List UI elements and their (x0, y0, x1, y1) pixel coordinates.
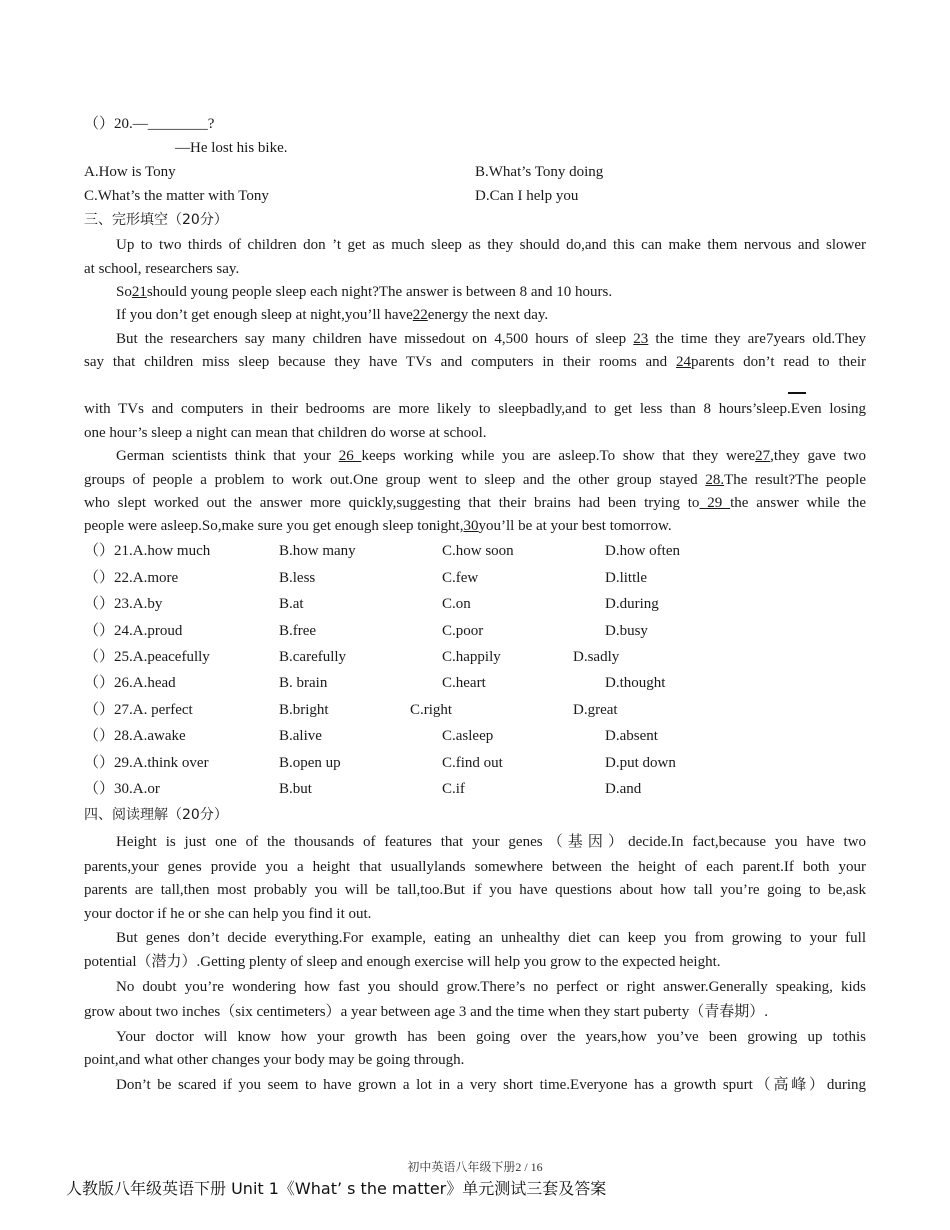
document-title: 人教版八年级英语下册 Unit 1《What’ s the matter》单元测试三套及答案 (66, 1179, 607, 1198)
cloze-p4-line4: one hour’s sleep a night can mean that children do worse at school. (84, 425, 487, 441)
reading-p4-line1: Your doctor will know how your growth has been going over the years,how you’ve been growing up tothis (116, 1029, 866, 1045)
cloze-p5-line1: German scientists think that your 26 keeps working while you are asleep.To show that they were27,they gave two (116, 448, 866, 464)
option-q25-b: B.carefully (279, 649, 347, 665)
reading-p1-line4: your doctor if he or she can help you find it out. (84, 906, 372, 922)
option-q23-c: C.on (442, 596, 471, 612)
option-q29-b: B.open up (279, 755, 341, 771)
option-q30-b: B.but (279, 781, 312, 797)
option-q26-b: B. brain (279, 675, 328, 691)
option-q27-b: B.bright (279, 702, 329, 718)
option-q28-b: B.alive (279, 728, 322, 744)
cloze-p1-line2: at school, researchers say. (84, 261, 240, 277)
option-q21-c: C.how soon (442, 543, 514, 559)
option-q22-b: B.less (279, 570, 316, 586)
q20-stem: （）20.—________? (84, 116, 215, 132)
option-q29-a: （）29.A.think over (84, 755, 209, 771)
option-q28-a: （）28.A.awake (84, 728, 186, 744)
reading-p1-line1: Height is just one of the thousands of features that your genes（基因）decide.In fact,because you have two (116, 834, 866, 850)
cloze-p5-line2: groups of people a problem to work out.One group went to sleep and the other group stayed 28.The result?The people (84, 472, 867, 488)
q20-option-c: C.What’s the matter with Tony (84, 188, 269, 204)
option-q30-d: D.and (605, 781, 642, 797)
blank-29: 29 (699, 495, 731, 511)
cloze-p4-line1: But the researchers say many children have missedout on 4,500 hours of sleep 23 the time they are7years old.They (116, 331, 866, 347)
cloze-p4-line3: with TVs and computers in their bedrooms are more likely to sleepbadly,and to get less than 8 hours’sleep.Even losing (84, 401, 866, 417)
option-q23-d: D.during (605, 596, 659, 612)
blank-28: 28. (705, 472, 725, 488)
option-q26-d: D.thought (605, 675, 666, 691)
stray-dash (788, 392, 806, 394)
option-q24-a: （）24.A.proud (84, 623, 183, 639)
reading-p2-line1: But genes don’t decide everything.For example, eating an unhealthy diet can keep you from growing to your full (116, 930, 866, 946)
option-q24-b: B.free (279, 623, 317, 639)
option-q24-d: D.busy (605, 623, 648, 639)
option-q30-a: （）30.A.or (84, 781, 160, 797)
option-q24-c: C.poor (442, 623, 484, 639)
option-q25-a: （）25.A.peacefully (84, 649, 210, 665)
cloze-p5-line4: people were asleep.So,make sure you get enough sleep tonight,30you’ll be at your best tomorrow. (84, 518, 672, 534)
option-q21-b: B.how many (279, 543, 356, 559)
option-q23-b: B.at (279, 596, 304, 612)
cloze-p4-line2: say that children miss sleep because they have TVs and computers in their rooms and 24parents don’t read to their (84, 354, 866, 370)
blank-27: 27 (755, 448, 771, 464)
q20-reply: —He lost his bike. (175, 140, 288, 156)
option-q28-c: C.asleep (442, 728, 494, 744)
option-q25-d: D.sadly (573, 649, 620, 665)
blank-24: 24 (676, 354, 691, 370)
option-q27-a: （）27.A. perfect (84, 702, 193, 718)
reading-p3-line1: No doubt you’re wondering how fast you should grow.There’s no perfect or right answer.Generally speaking, kids (116, 979, 866, 995)
option-q25-c: C.happily (442, 649, 501, 665)
reading-p2-line2: potential（潜力）.Getting plenty of sleep and enough exercise will help you grow to the expected height. (84, 954, 721, 970)
option-q29-d: D.put down (605, 755, 676, 771)
q20-option-d: D.Can I help you (475, 188, 579, 204)
option-q27-c: C.right (410, 702, 453, 718)
option-q26-c: C.heart (442, 675, 486, 691)
reading-p1-line2: parents,your genes provide you a height that usuallylands somewhere between the height of each parent.If both your (84, 859, 866, 875)
option-q22-d: D.little (605, 570, 648, 586)
option-q26-a: （）26.A.head (84, 675, 176, 691)
option-q23-a: （）23.A.by (84, 596, 163, 612)
cloze-p3: If you don’t get enough sleep at night,you’ll have22energy the next day. (116, 307, 549, 323)
cloze-p5-line3: who slept worked out the answer more quickly,suggesting that their brains had been trying to 29 the answer while the (84, 495, 866, 511)
blank-22: 22 (412, 307, 428, 323)
reading-p1-line3: parents are tall,then most probably you will be tall,too.But if you have questions about how tall you’re going to be,ask (84, 882, 866, 898)
q20-option-a: A.How is Tony (84, 164, 176, 180)
blank-23: 23 (633, 331, 649, 347)
blank-26: 26 (338, 448, 362, 464)
page-number: 初中英语八年级下册2 / 16 (407, 1160, 543, 1174)
option-q22-c: C.few (442, 570, 479, 586)
cloze-p2: So21should young people sleep each night?The answer is between 8 and 10 hours. (116, 284, 613, 300)
option-q22-a: （）22.A.more (84, 570, 179, 586)
cloze-p1-line1: Up to two thirds of children don ’t get as much sleep as they should do,and this can make them nervous and slower (116, 237, 866, 253)
blank-30: 30 (463, 518, 479, 534)
reading-p3-line2: grow about two inches（six centimeters）a year between age 3 and the time when they start puberty（青春期）. (84, 1004, 768, 1020)
option-q30-c: C.if (442, 781, 465, 797)
option-q21-a: （）21.A.how much (84, 543, 211, 559)
option-q27-d: D.great (573, 702, 618, 718)
option-q29-c: C.find out (442, 755, 503, 771)
reading-p5-line1: Don’t be scared if you seem to have grown a lot in a very short time.Everyone has a growth spurt（高峰）during (116, 1077, 866, 1093)
blank-21: 21 (131, 284, 147, 300)
reading-p4-line2: point,and what other changes your body may be going through. (84, 1052, 465, 1068)
q20-option-b: B.What’s Tony doing (475, 164, 604, 180)
reading-heading: 四、阅读理解（20分） (84, 807, 228, 823)
option-q28-d: D.absent (605, 728, 658, 744)
cloze-heading: 三、完形填空（20分） (84, 212, 228, 228)
option-q21-d: D.how often (605, 543, 680, 559)
